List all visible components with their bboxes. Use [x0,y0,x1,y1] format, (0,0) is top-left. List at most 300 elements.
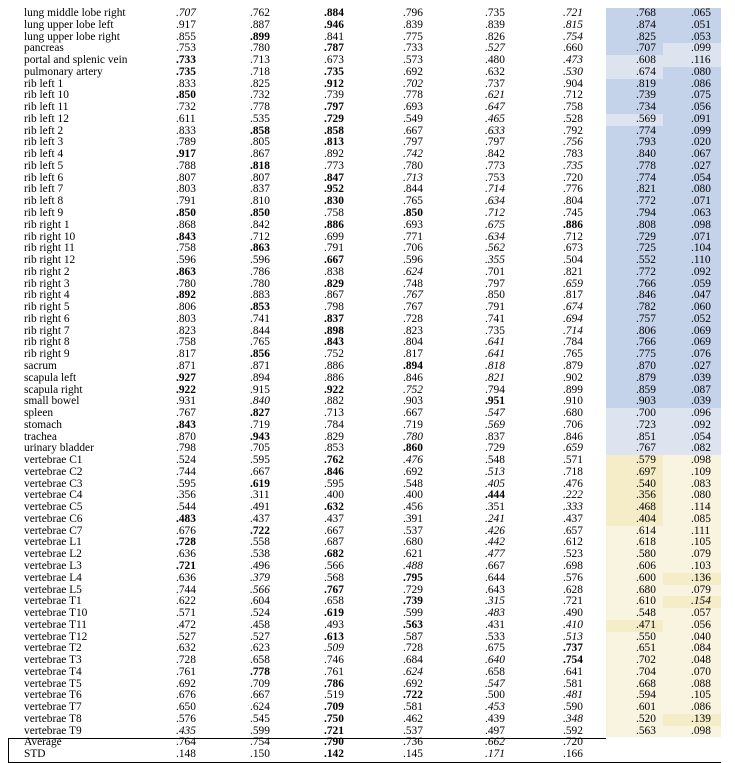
table-cell: .851 [636,430,656,443]
table-cell: .813 [324,136,344,149]
table-row [0,267,735,279]
table-cell: .687 [324,536,344,549]
table-row [0,514,735,526]
table-cell: .680 [403,536,423,549]
table-cell: .618 [636,536,656,549]
table-row [0,67,735,79]
row-label: portal and splenic vein [24,54,128,67]
table-cell: .837 [485,430,505,443]
row-label: Average [24,736,62,749]
table-cell: .673 [324,54,344,67]
table-cell: .471 [636,618,656,631]
table-cell: .405 [485,477,505,490]
table-row [0,8,735,20]
table-cell: .871 [176,359,196,372]
row-label: scapula right [24,383,83,396]
table-cell: .793 [636,136,656,149]
table-cell: .600 [636,571,656,584]
table-cell: .712 [485,207,505,220]
table-cell: .742 [403,148,423,161]
table-cell: .098 [691,218,711,231]
table-cell: .830 [324,195,344,208]
table-cell: .071 [691,195,711,208]
table-cell: .817 [176,348,196,361]
table-cell: .571 [176,607,196,620]
table-cell: .569 [485,418,505,431]
table-cell: .838 [324,265,344,278]
table-cell: .468 [636,501,656,514]
table-cell: .658 [324,595,344,608]
table-row [0,537,735,549]
table-row [0,690,735,702]
table-cell: .728 [176,654,196,667]
table-cell: .569 [636,112,656,125]
table-cell: .806 [176,301,196,314]
table-cell: .085 [691,512,711,525]
table-cell: .797 [485,136,505,149]
table-cell: .595 [176,477,196,490]
table-cell: .676 [176,689,196,702]
table-cell: .641 [485,336,505,349]
table-cell: .694 [563,312,583,325]
table-cell: .660 [563,42,583,55]
table-cell: .142 [324,748,344,761]
table-cell: .720 [563,736,583,749]
table-cell: .858 [324,124,344,137]
table-cell: .139 [691,712,711,725]
table-cell: .594 [636,689,656,702]
table-cell: .846 [324,465,344,478]
table-cell: .497 [485,724,505,737]
table-cell: .898 [324,324,344,337]
table-row [0,326,735,338]
table-cell: .946 [324,18,344,31]
table-cell: .778 [250,101,270,114]
left-rule [8,738,9,763]
table-cell: .912 [324,77,344,90]
table-cell: .643 [485,583,505,596]
table-cell: .839 [403,18,423,31]
table-cell: .797 [485,277,505,290]
table-cell: .086 [691,701,711,714]
table-row [0,114,735,126]
table-cell: .056 [691,101,711,114]
table-cell: .721 [563,595,583,608]
summary-divider [8,738,606,739]
table-cell: .613 [324,630,344,643]
table-cell: .513 [563,630,583,643]
table-cell: .697 [636,465,656,478]
table-cell: .771 [403,230,423,243]
row-label: rib left 7 [24,183,64,196]
table-row [0,314,735,326]
row-label: rib right 4 [24,289,70,302]
table-cell: .784 [563,336,583,349]
table-cell: .476 [563,477,583,490]
table-cell: .563 [403,618,423,631]
table-cell: .706 [403,242,423,255]
row-label: rib right 3 [24,277,70,290]
table-cell: .761 [324,665,344,678]
table-cell: .662 [485,736,505,749]
table-cell: .894 [250,371,270,384]
table-cell: .105 [691,536,711,549]
row-label: vertebrae T10 [24,607,88,620]
table-cell: .500 [485,689,505,702]
table-cell: .778 [636,159,656,172]
table-cell: .599 [250,724,270,737]
table-cell: .714 [485,183,505,196]
table-row [0,161,735,173]
table-cell: .472 [176,618,196,631]
table-cell: .797 [403,136,423,149]
table-cell: .883 [250,289,270,302]
table-cell: .674 [563,301,583,314]
table-cell: .794 [636,207,656,220]
table-row [0,102,735,114]
table-row [0,432,735,444]
table-cell: .145 [403,748,423,761]
table-cell: .513 [485,465,505,478]
table-cell: .700 [636,407,656,420]
table-cell: .744 [176,465,196,478]
table-cell: .850 [176,207,196,220]
row-label: vertebrae L5 [24,583,82,596]
row-label: rib left 11 [24,101,69,114]
table-cell: .080 [691,65,711,78]
table-cell: .702 [403,77,423,90]
table-cell: .523 [563,548,583,561]
row-label: stomach [24,418,62,431]
table-cell: .837 [324,312,344,325]
table-cell: .804 [403,336,423,349]
table-cell: .894 [403,359,423,372]
table-cell: .493 [324,618,344,631]
table-cell: .059 [691,277,711,290]
table-cell: .612 [563,536,583,549]
table-cell: .333 [563,501,583,514]
table-cell: .692 [176,677,196,690]
table-row [0,455,735,467]
table-cell: .566 [324,559,344,572]
table-cell: .084 [691,642,711,655]
table-cell: .788 [176,159,196,172]
table-cell: .667 [485,559,505,572]
table-cell: .762 [324,454,344,467]
table-cell: .868 [176,218,196,231]
table-cell: .051 [691,18,711,31]
table-cell: .843 [176,418,196,431]
table-cell: .599 [403,607,423,620]
table-cell: .792 [563,124,583,137]
row-label: vertebrae T2 [24,642,82,655]
table-cell: .550 [636,630,656,643]
table-cell: .465 [485,112,505,125]
table-cell: .680 [563,407,583,420]
row-label: vertebrae C3 [24,477,83,490]
table-cell: .766 [636,336,656,349]
table-cell: .355 [485,254,505,267]
table-cell: .458 [250,618,270,631]
table-cell: .768 [636,7,656,19]
table-cell: .767 [403,289,423,302]
table-cell: .775 [636,348,656,361]
table-row [0,126,735,138]
summary-row [0,737,735,749]
table-cell: .729 [485,442,505,455]
table-cell: .547 [485,407,505,420]
row-label: small bowel [24,395,80,408]
table-cell: .640 [485,654,505,667]
table-cell: .628 [563,583,583,596]
row-label: vertebrae C2 [24,465,83,478]
table-cell: .547 [485,677,505,690]
table-cell: .063 [691,207,711,220]
table-cell: .456 [403,501,423,514]
table-cell: .886 [563,218,583,231]
table-cell: .581 [403,701,423,714]
table-cell: .624 [250,701,270,714]
table-cell: .667 [403,407,423,420]
table-cell: .311 [250,489,270,502]
table-cell: .798 [176,442,196,455]
table-cell: .080 [691,489,711,502]
table-cell: .709 [250,677,270,690]
table-cell: .632 [485,65,505,78]
table-cell: .736 [403,736,423,749]
table-cell: .527 [485,42,505,55]
table-cell: .709 [324,701,344,714]
table-cell: .099 [691,124,711,137]
table-cell: .839 [485,18,505,31]
table-cell: .573 [403,54,423,67]
row-label: lung upper lobe right [24,30,120,43]
row-label: rib left 2 [24,124,64,137]
table-cell: .767 [636,442,656,455]
table-cell: .668 [636,677,656,690]
table-cell: .576 [176,712,196,725]
table-cell: .580 [636,548,656,561]
table-cell: .054 [691,430,711,443]
row-label: lung middle lobe right [24,7,126,19]
table-cell: .787 [324,42,344,55]
table-cell: .805 [250,136,270,149]
table-cell: .850 [485,289,505,302]
table-row [0,361,735,373]
table-cell: .693 [403,101,423,114]
table-cell: .765 [403,195,423,208]
table-cell: .348 [563,712,583,725]
table-cell: .439 [485,712,505,725]
row-label: vertebrae T11 [24,618,87,631]
row-label: rib left 5 [24,159,64,172]
table-cell: .754 [250,736,270,749]
table-cell: .087 [691,383,711,396]
table-cell: .847 [324,171,344,184]
table-cell: .114 [691,501,711,514]
row-label: vertebrae L1 [24,536,82,549]
table-cell: .782 [636,301,656,314]
table-cell: .039 [691,395,711,408]
row-label: rib left 4 [24,148,64,161]
table-cell: .222 [563,489,583,502]
table-cell: .675 [485,218,505,231]
table-cell: .596 [176,254,196,267]
table-cell: .067 [691,148,711,161]
table-cell: .780 [403,430,423,443]
table-cell: .943 [250,430,270,443]
table-cell: .733 [176,54,196,67]
table-cell: .790 [324,736,344,749]
table-cell: .903 [403,395,423,408]
table-cell: .667 [403,124,423,137]
table-cell: .356 [176,489,196,502]
table-cell: .879 [563,359,583,372]
table-cell: .863 [176,265,196,278]
table-cell: .088 [691,677,711,690]
table-cell: .718 [250,65,270,78]
table-row [0,620,735,632]
table-cell: .604 [250,595,270,608]
table-row [0,585,735,597]
table-cell: .537 [403,724,423,737]
table-cell: .840 [250,395,270,408]
table-cell: .778 [250,665,270,678]
table-cell: .765 [250,336,270,349]
table-cell: .927 [176,371,196,384]
table-cell: .673 [563,242,583,255]
table-cell: .745 [563,207,583,220]
table-row [0,408,735,420]
table-cell: .712 [250,230,270,243]
table-cell: .519 [324,689,344,702]
table-cell: .817 [563,289,583,302]
table-cell: .606 [636,559,656,572]
row-label: rib right 2 [24,265,70,278]
table-cell: .884 [324,7,344,19]
table-cell: .863 [250,242,270,255]
table-cell: .548 [636,607,656,620]
table-row [0,526,735,538]
table-cell: .922 [324,383,344,396]
table-cell: .054 [691,171,711,184]
table-cell: .079 [691,548,711,561]
table-row [0,149,735,161]
table-cell: .070 [691,665,711,678]
table-cell: .079 [691,583,711,596]
table-cell: .712 [563,230,583,243]
table-cell: .086 [691,77,711,90]
table-cell: .732 [176,101,196,114]
table-cell: .829 [324,430,344,443]
table-row [0,385,735,397]
table-cell: .634 [485,230,505,243]
table-cell: .527 [250,630,270,643]
table-cell: .713 [403,171,423,184]
table-cell: .756 [563,136,583,149]
table-cell: .821 [563,265,583,278]
row-label: rib left 9 [24,207,64,220]
row-label: vertebrae L4 [24,571,82,584]
table-cell: .952 [324,183,344,196]
table-cell: .116 [691,54,711,67]
table-cell: .720 [563,171,583,184]
row-label: vertebrae C7 [24,524,83,537]
table-cell: .571 [563,454,583,467]
table-cell: .780 [403,159,423,172]
table-cell: .558 [250,536,270,549]
table-cell: .092 [691,418,711,431]
table-row [0,502,735,514]
table-cell: .400 [403,489,423,502]
table-cell: .680 [636,583,656,596]
table-cell: .065 [691,7,711,19]
table-cell: .951 [485,395,505,408]
table-cell: .611 [176,112,196,125]
table-cell: .825 [636,30,656,43]
table-cell: .780 [176,277,196,290]
table-cell: .614 [636,524,656,537]
table-cell: .758 [176,336,196,349]
table-row [0,208,735,220]
table-cell: .735 [324,65,344,78]
table-cell: .886 [324,218,344,231]
table-cell: .917 [176,18,196,31]
table-cell: .735 [485,7,505,19]
table-cell: .850 [250,207,270,220]
table-cell: .105 [691,689,711,702]
table-cell: .706 [563,418,583,431]
table-cell: .704 [636,665,656,678]
table-cell: .902 [563,371,583,384]
table-cell: .791 [176,195,196,208]
row-label: rib right 11 [24,242,75,255]
table-cell: .705 [250,442,270,455]
table-cell: .886 [324,371,344,384]
table-cell: .437 [250,512,270,525]
table-cell: .483 [485,607,505,620]
table-cell: .391 [403,512,423,525]
table-row [0,490,735,502]
table-cell: .641 [563,665,583,678]
table-cell: .644 [485,571,505,584]
table-cell: .773 [485,159,505,172]
table-cell: .634 [485,195,505,208]
table-cell: .315 [485,595,505,608]
table-cell: .752 [324,348,344,361]
table-cell: .776 [563,183,583,196]
table-row [0,349,735,361]
table-cell: .818 [485,359,505,372]
table-cell: .667 [324,524,344,537]
row-label: vertebrae T9 [24,724,82,737]
table-cell: .791 [485,301,505,314]
table-cell: .882 [324,395,344,408]
table-cell: .568 [324,571,344,584]
table-cell: .071 [691,230,711,243]
table-cell: .821 [485,371,505,384]
row-label: rib right 7 [24,324,70,337]
table-cell: .741 [250,312,270,325]
row-label: rib left 10 [24,89,69,102]
table-row [0,32,735,44]
table-cell: .825 [250,77,270,90]
row-label: vertebrae C5 [24,501,83,514]
table-cell: .789 [176,136,196,149]
table-row [0,702,735,714]
table-cell: .757 [636,312,656,325]
table-cell: .750 [324,712,344,725]
